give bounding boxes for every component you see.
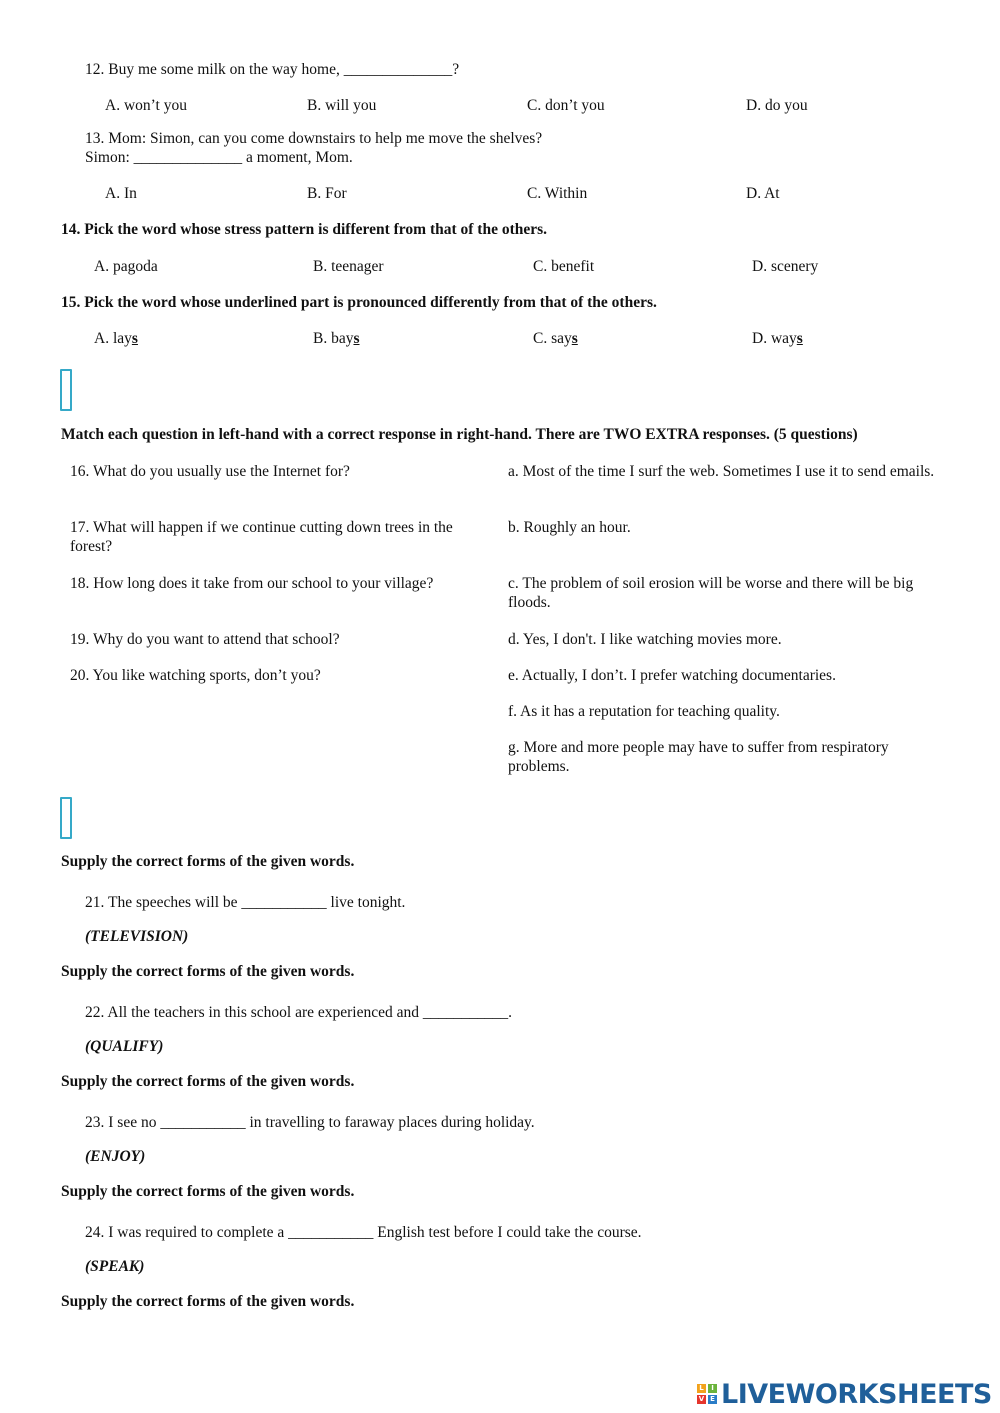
match-question-16: 16. What do you usually use the Internet for? xyxy=(70,463,350,480)
match-question-18: 18. How long does it take from our school to your village? xyxy=(70,575,434,592)
match-response-b[interactable]: b. Roughly an hour. xyxy=(508,519,631,536)
match-question-17: 17. What will happen if we continue cutting down trees in the forest? xyxy=(70,519,453,555)
word-form-sentence-21: 21. The speeches will be ___________ live tonight. xyxy=(85,894,406,911)
logo-grid-icon xyxy=(697,1384,717,1404)
logo-grid-cell: I xyxy=(708,1384,717,1393)
match-response-f[interactable]: f. As it has a reputation for teaching quality. xyxy=(508,703,780,720)
word-form-sentence-24: 24. I was required to complete a ___________ English test before I could take the course. xyxy=(85,1224,642,1241)
word-form-sentence-23: 23. I see no ___________ in travelling to faraway places during holiday. xyxy=(85,1114,535,1131)
logo-grid-cell: E xyxy=(708,1395,717,1404)
liveworksheets-logo[interactable] xyxy=(697,1379,992,1409)
question-15-instruction: 15. Pick the word whose underlined part is pronounced differently from that of the others. xyxy=(61,294,657,311)
match-response-a[interactable]: a. Most of the time I surf the web. Sometimes I use it to send emails. xyxy=(508,463,935,480)
section-marker-box xyxy=(60,797,72,839)
match-response-g[interactable]: g. More and more people may have to suffer from respiratory problems. xyxy=(508,739,889,775)
q13-option-a[interactable]: A. In xyxy=(105,185,137,202)
q15-option-b[interactable]: B. bays xyxy=(313,330,360,347)
word-form-instruction: Supply the correct forms of the given words. xyxy=(61,963,355,980)
word-form-sentence-22: 22. All the teachers in this school are experienced and ___________. xyxy=(85,1004,512,1021)
match-question-20: 20. You like watching sports, don’t you? xyxy=(70,667,321,684)
q15-option-c[interactable]: C. says xyxy=(533,330,578,347)
word-form-instruction: Supply the correct forms of the given words. xyxy=(61,1073,355,1090)
word-form-instruction: Supply the correct forms of the given words. xyxy=(61,1293,355,1310)
q12-option-c[interactable]: C. don’t you xyxy=(527,97,605,114)
word-form-hint-21: (TELEVISION) xyxy=(85,928,189,945)
question-14-instruction: 14. Pick the word whose stress pattern is different from that of the others. xyxy=(61,221,548,238)
word-form-instruction: Supply the correct forms of the given words. xyxy=(61,853,355,870)
q15-option-a[interactable]: A. lays xyxy=(94,330,138,347)
logo-text: LIVEWORKSHEETS xyxy=(721,1378,992,1410)
match-response-c[interactable]: c. The problem of soil erosion will be worse and there will be big floods. xyxy=(508,575,914,611)
section-marker-box xyxy=(60,369,72,411)
word-form-instruction: Supply the correct forms of the given words. xyxy=(61,1183,355,1200)
q14-option-b[interactable]: B. teenager xyxy=(313,258,384,275)
word-form-hint-24: (SPEAK) xyxy=(85,1258,145,1275)
logo-grid-cell: V xyxy=(698,1395,705,1403)
q14-option-d[interactable]: D. scenery xyxy=(752,258,819,275)
q13-option-d[interactable]: D. At xyxy=(746,185,780,202)
q14-option-a[interactable]: A. pagoda xyxy=(94,258,158,275)
match-question-19: 19. Why do you want to attend that school? xyxy=(70,631,340,648)
q15-option-d[interactable]: D. ways xyxy=(752,330,803,347)
question-12-stem: 12. Buy me some milk on the way home, ______________? xyxy=(85,61,460,78)
q13-option-c[interactable]: C. Within xyxy=(527,185,588,202)
q12-option-b[interactable]: B. will you xyxy=(307,97,377,114)
match-response-e[interactable]: e. Actually, I don’t. I prefer watching documentaries. xyxy=(508,667,836,684)
logo-grid-cell: L xyxy=(697,1384,706,1393)
word-form-hint-23: (ENJOY) xyxy=(85,1148,146,1165)
q14-option-c[interactable]: C. benefit xyxy=(533,258,595,275)
question-13-stem-line2: Simon: ______________ a moment, Mom. xyxy=(85,149,353,166)
q13-option-b[interactable]: B. For xyxy=(307,185,347,202)
q12-option-d[interactable]: D. do you xyxy=(746,97,808,114)
match-response-d[interactable]: d. Yes, I don't. I like watching movies more. xyxy=(508,631,782,648)
q12-option-a[interactable]: A. won’t you xyxy=(105,97,187,114)
question-13-stem: 13. Mom: Simon, can you come downstairs to help me move the shelves? xyxy=(85,130,543,147)
matching-instruction: Match each question in left-hand with a correct response in right-hand. There are TWO EXTRA responses. (5 questions) xyxy=(61,426,858,443)
word-form-hint-22: (QUALIFY) xyxy=(85,1038,164,1055)
